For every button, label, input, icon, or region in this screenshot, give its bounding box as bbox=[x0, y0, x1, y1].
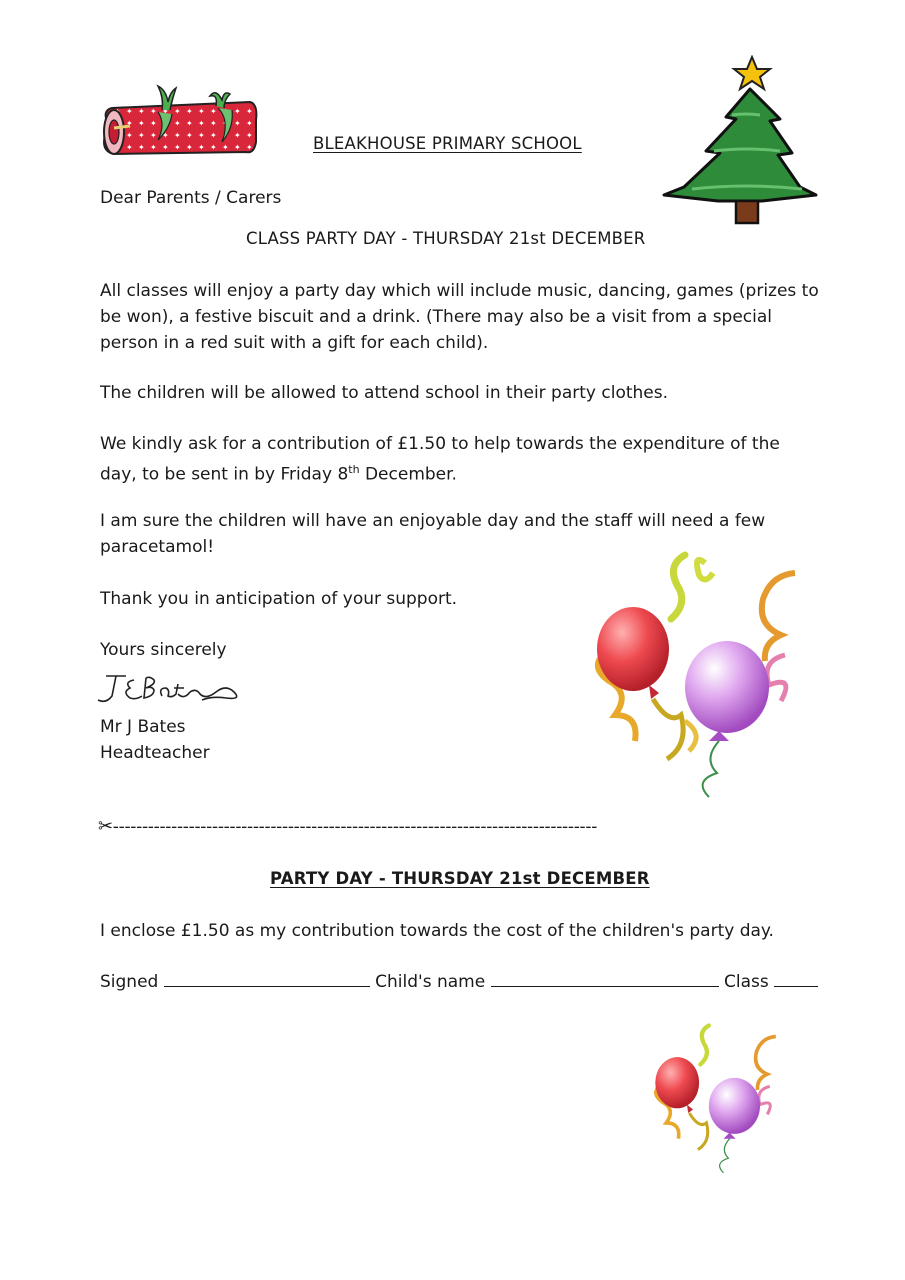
signed-label: Signed bbox=[100, 972, 159, 992]
child-name-label: Child's name bbox=[375, 972, 486, 992]
signer-title: Headteacher bbox=[100, 743, 210, 763]
cut-dashes: ----------------------------------------------------------------------------------- bbox=[112, 817, 598, 837]
cut-line bbox=[98, 816, 597, 837]
small-party-balloons-icon bbox=[648, 1018, 788, 1176]
paragraph-party-clothes: The children will be allowed to attend school in their party clothes. bbox=[100, 383, 669, 403]
christmas-cracker-icon bbox=[100, 80, 260, 165]
date-suffix: th bbox=[348, 463, 360, 476]
letter-subject: CLASS PARTY DAY - THURSDAY 21st DECEMBER bbox=[246, 229, 646, 248]
contribution-text: We kindly ask for a contribution of £1.50 to help towards the expenditure of the day, to be sent in by Friday 8 bbox=[100, 434, 780, 485]
paragraph-enjoyable-day: I am sure the children will have an enjoyable day and the staff will need a few paracetamol! bbox=[100, 511, 766, 557]
christmas-tree-icon bbox=[662, 55, 822, 230]
signed-field[interactable] bbox=[164, 970, 370, 987]
headteacher-signature bbox=[92, 670, 247, 710]
scissors-icon: ✂ bbox=[98, 816, 113, 837]
contribution-text-end: December. bbox=[359, 464, 457, 485]
reply-slip-title: PARTY DAY - THURSDAY 21st DECEMBER bbox=[270, 869, 650, 888]
paragraph-thank-you: Thank you in anticipation of your support. bbox=[100, 589, 458, 609]
signer-name: Mr J Bates bbox=[100, 717, 186, 737]
reply-slip-statement: I enclose £1.50 as my contribution towards the cost of the children's party day. bbox=[100, 921, 774, 941]
child-name-field[interactable] bbox=[491, 970, 719, 987]
paragraph-party-details: All classes will enjoy a party day which will include music, dancing, games (prizes to be won), a festive biscuit and a drink. (There may also be a visit from a special person in a red suit with a gift for each child). bbox=[100, 281, 819, 353]
class-field[interactable] bbox=[774, 970, 818, 987]
class-label: Class bbox=[724, 972, 769, 992]
greeting: Dear Parents / Carers bbox=[100, 188, 282, 208]
paragraph-contribution bbox=[100, 431, 820, 488]
school-name-heading: BLEAKHOUSE PRIMARY SCHOOL bbox=[313, 134, 582, 153]
closing: Yours sincerely bbox=[100, 640, 227, 660]
party-balloons-icon bbox=[585, 545, 815, 800]
reply-slip-form bbox=[100, 970, 818, 992]
